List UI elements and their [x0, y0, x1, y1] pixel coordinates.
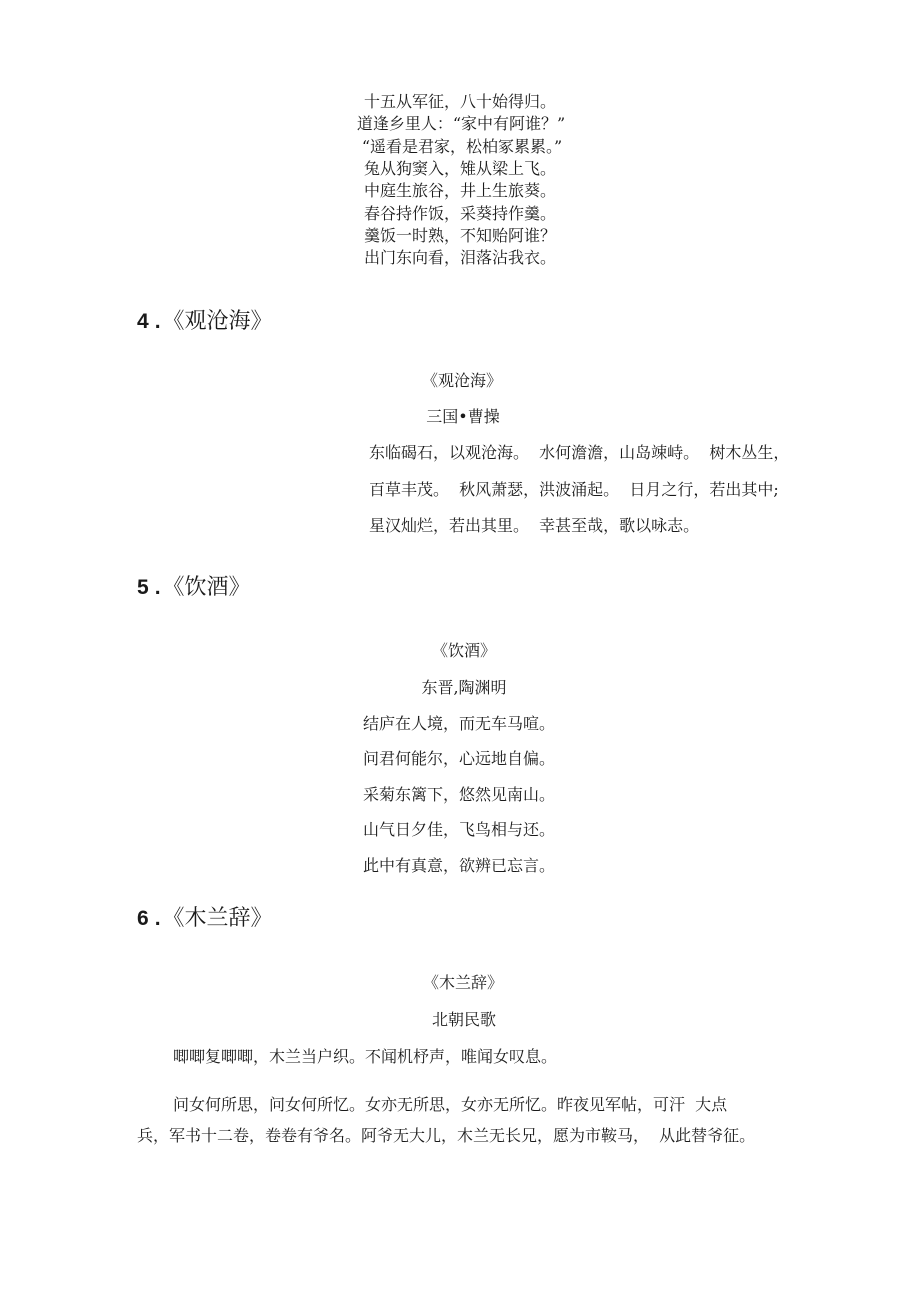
poem-title: 《木兰辞》: [422, 973, 504, 992]
section-heading: [137, 573, 251, 603]
poem-line: 春谷持作饭，采葵持作羹。: [363, 204, 557, 223]
poem-line: 结庐在人境，而无车马喧。: [363, 714, 556, 733]
poem-line: 东临碣石，以观沧海。 水何澹澹，山岛竦峙。 树木丛生，: [369, 443, 790, 462]
prose-paragraph: 唧唧复唧唧，木兰当户织。不闻机杼声，唯闻女叹息。: [173, 1047, 558, 1066]
poem-line: 百草丰茂。 秋风萧瑟，洪波涌起。 日月之行，若出其中;: [369, 480, 779, 499]
poem-line: 十五从军征，八十始得归。: [363, 92, 557, 111]
section-dot: .: [154, 576, 161, 599]
poem-line: 中庭生旅谷，井上生旅葵。: [363, 181, 557, 200]
poem-line: 山气日夕佳，飞鸟相与还。: [363, 820, 556, 839]
poem-line: 此中有真意，欲辨已忘言。: [363, 856, 556, 875]
poem-line: 羹饭一时熟，不知贻阿谁？: [363, 226, 557, 245]
prose-line: 问女何所思，问女何所忆。女亦无所思，女亦无所忆。昨夜见军帖，可汗 大点: [173, 1095, 728, 1114]
section-title: 《饮酒》: [162, 575, 251, 600]
section-number: 5: [137, 576, 149, 599]
section-number: 6: [137, 907, 149, 930]
poem-line: “遥看是君家，松柏冢累累。”: [361, 137, 563, 156]
section-title: 《木兰辞》: [162, 906, 273, 931]
section-dot: .: [154, 907, 161, 930]
prose-line: 兵，军书十二卷，卷卷有爷名。阿爷无大儿，木兰无长兄，愿为市鞍马， 从此替爷征。: [137, 1126, 756, 1145]
poem-title: 《饮酒》: [431, 641, 497, 660]
poem-author: 东晋,陶渊明: [421, 678, 507, 697]
poem-line: 出门东向看，泪落沾我衣。: [363, 248, 557, 267]
poem-line: 兔从狗窦入，雉从梁上飞。: [363, 159, 557, 178]
poem-author: 北朝民歌: [431, 1010, 497, 1029]
section-number: 4: [137, 310, 149, 333]
poem-line: 采菊东篱下，悠然见南山。: [363, 785, 556, 804]
poem-line: 星汉灿烂，若出其里。 幸甚至哉，歌以咏志。: [369, 516, 700, 535]
poem-line: 道逢乡里人：“家中有阿谁？”: [356, 114, 566, 133]
poem-author: 三国•曹操: [426, 407, 500, 426]
poem-line: 问君何能尔，心远地自偏。: [363, 749, 556, 768]
section-heading: [137, 904, 273, 934]
poem-title: 《观沧海》: [421, 371, 503, 390]
section-dot: .: [154, 310, 161, 333]
section-title: 《观沧海》: [162, 309, 273, 334]
section-heading: [137, 307, 273, 337]
